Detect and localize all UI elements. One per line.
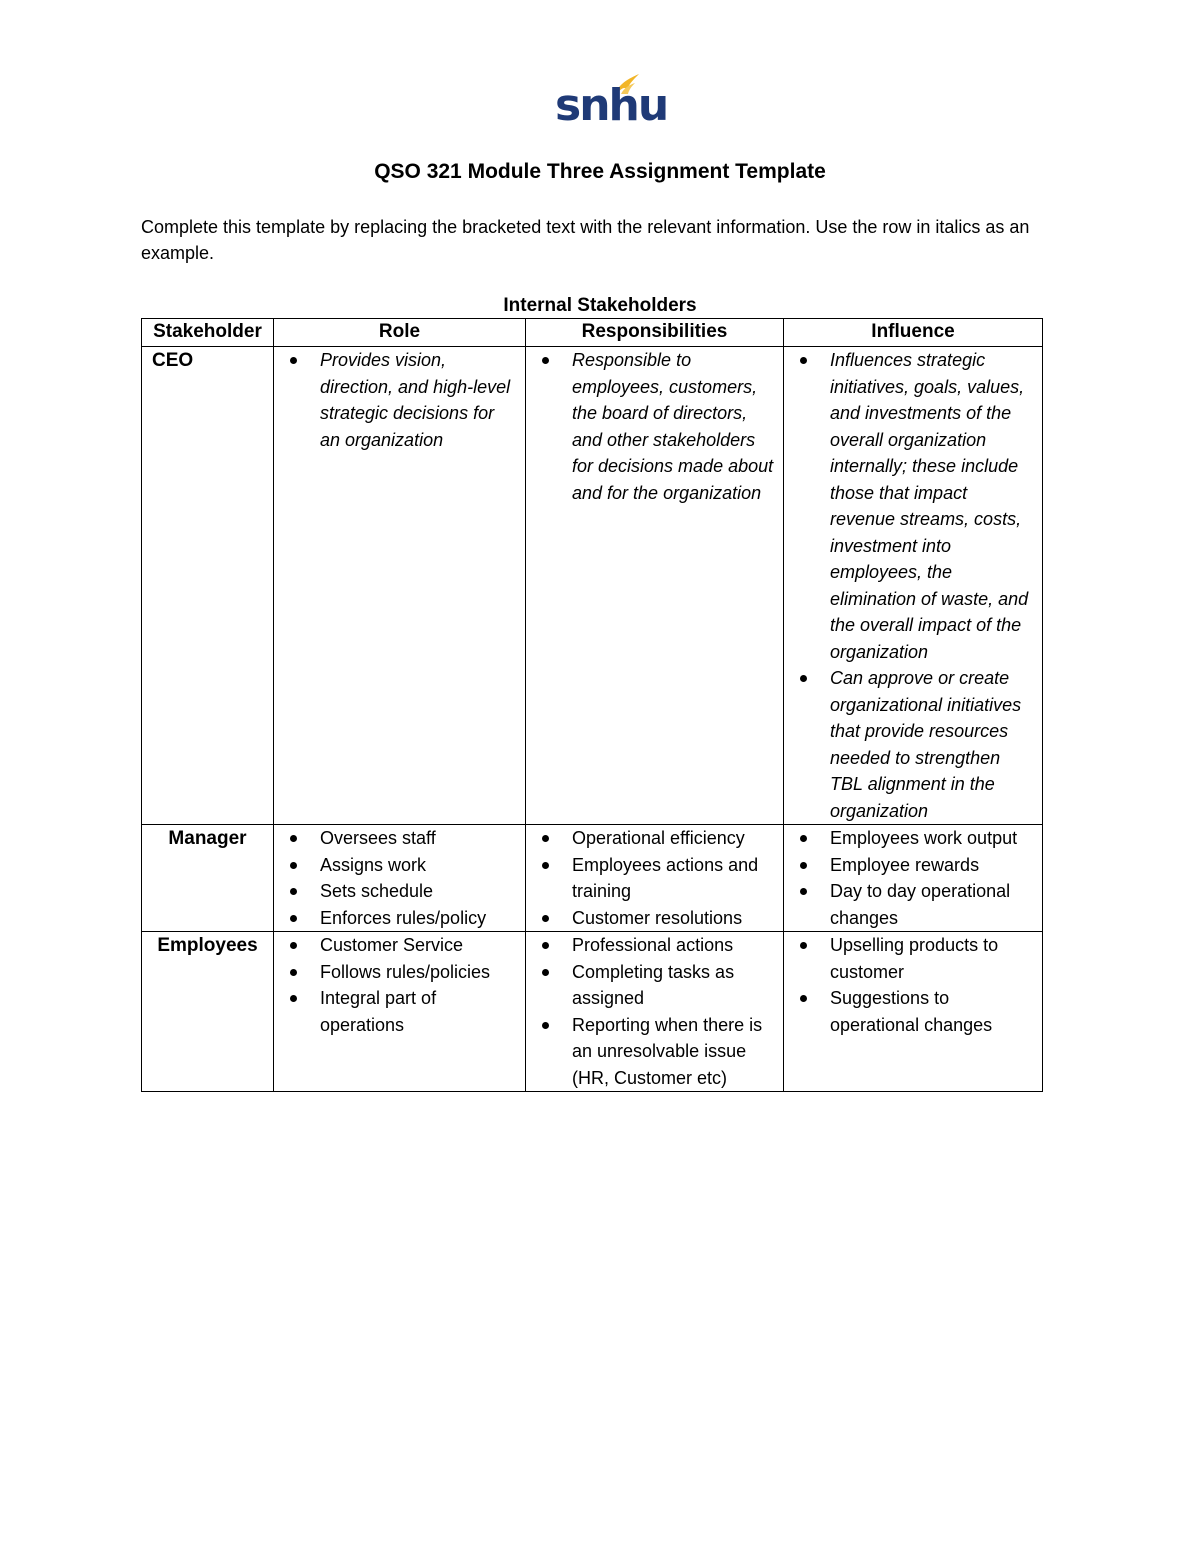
influence-cell (784, 825, 1043, 932)
stakeholder-cell (142, 932, 274, 1092)
list-item: Suggestions to operational changes (830, 985, 1034, 1038)
list-item: Assigns work (320, 852, 517, 879)
header-stakeholder: Stakeholder (142, 319, 274, 347)
snhu-logo (555, 72, 668, 134)
role-cell (274, 347, 526, 825)
table-row (142, 347, 1043, 825)
list-item: Day to day operational changes (830, 878, 1034, 931)
list-item: Customer resolutions (572, 905, 775, 932)
list-item: Employees work output (830, 825, 1034, 852)
stakeholder-cell (142, 825, 274, 932)
stakeholders-table (141, 318, 1043, 1092)
influence-cell (784, 347, 1043, 825)
responsibilities-cell (526, 347, 784, 825)
responsibilities-cell (526, 825, 784, 932)
list-item: Operational efficiency (572, 825, 775, 852)
stakeholder-name: Employees (157, 935, 258, 956)
list-item: Responsible to employees, customers, the board of directors, and other stakeholders for decisions made about and for the organization (572, 347, 775, 506)
header-role: Role (274, 319, 526, 347)
table-row (142, 932, 1043, 1092)
table-row (142, 825, 1043, 932)
list-item: Completing tasks as assigned (572, 959, 775, 1012)
header-responsibilities: Responsibilities (526, 319, 784, 347)
instructions-paragraph: Complete this template by replacing the bracketed text with the relevant information. Use the row in italics as an example. (141, 217, 1030, 263)
list-item: Employee rewards (830, 852, 1034, 879)
list-item: Professional actions (572, 932, 775, 959)
header-influence: Influence (784, 319, 1043, 347)
list-item: Reporting when there is an unresolvable issue (HR, Customer etc) (572, 1012, 775, 1092)
list-item: Follows rules/policies (320, 959, 517, 986)
list-item: Oversees staff (320, 825, 517, 852)
list-item: Sets schedule (320, 878, 517, 905)
stakeholder-name: Manager (168, 828, 247, 849)
list-item: Integral part of operations (320, 985, 517, 1038)
list-item: Upselling products to customer (830, 932, 1034, 985)
table-caption: Internal Stakeholders (503, 295, 697, 316)
table-header-row (142, 319, 1043, 347)
document-title: QSO 321 Module Three Assignment Template (374, 160, 826, 183)
list-item: Employees actions and training (572, 852, 775, 905)
influence-cell (784, 932, 1043, 1092)
list-item: Enforces rules/policy (320, 905, 517, 932)
list-item: Provides vision, direction, and high-level strategic decisions for an organization (320, 347, 517, 453)
responsibilities-cell (526, 932, 784, 1092)
stakeholder-cell (142, 347, 274, 825)
stakeholder-name: CEO (152, 350, 194, 371)
logo-wordmark: snhu (555, 80, 668, 131)
role-cell (274, 825, 526, 932)
list-item: Can approve or create organizational initiatives that provide resources needed to strengthen TBL alignment in the organization (830, 665, 1034, 824)
list-item: Influences strategic initiatives, goals, values, and investments of the overall organization internally; these include those that impact revenue streams, costs, investment into employees, the elimination of waste, and the overall impact of the organization (830, 347, 1034, 665)
list-item: Customer Service (320, 932, 517, 959)
role-cell (274, 932, 526, 1092)
